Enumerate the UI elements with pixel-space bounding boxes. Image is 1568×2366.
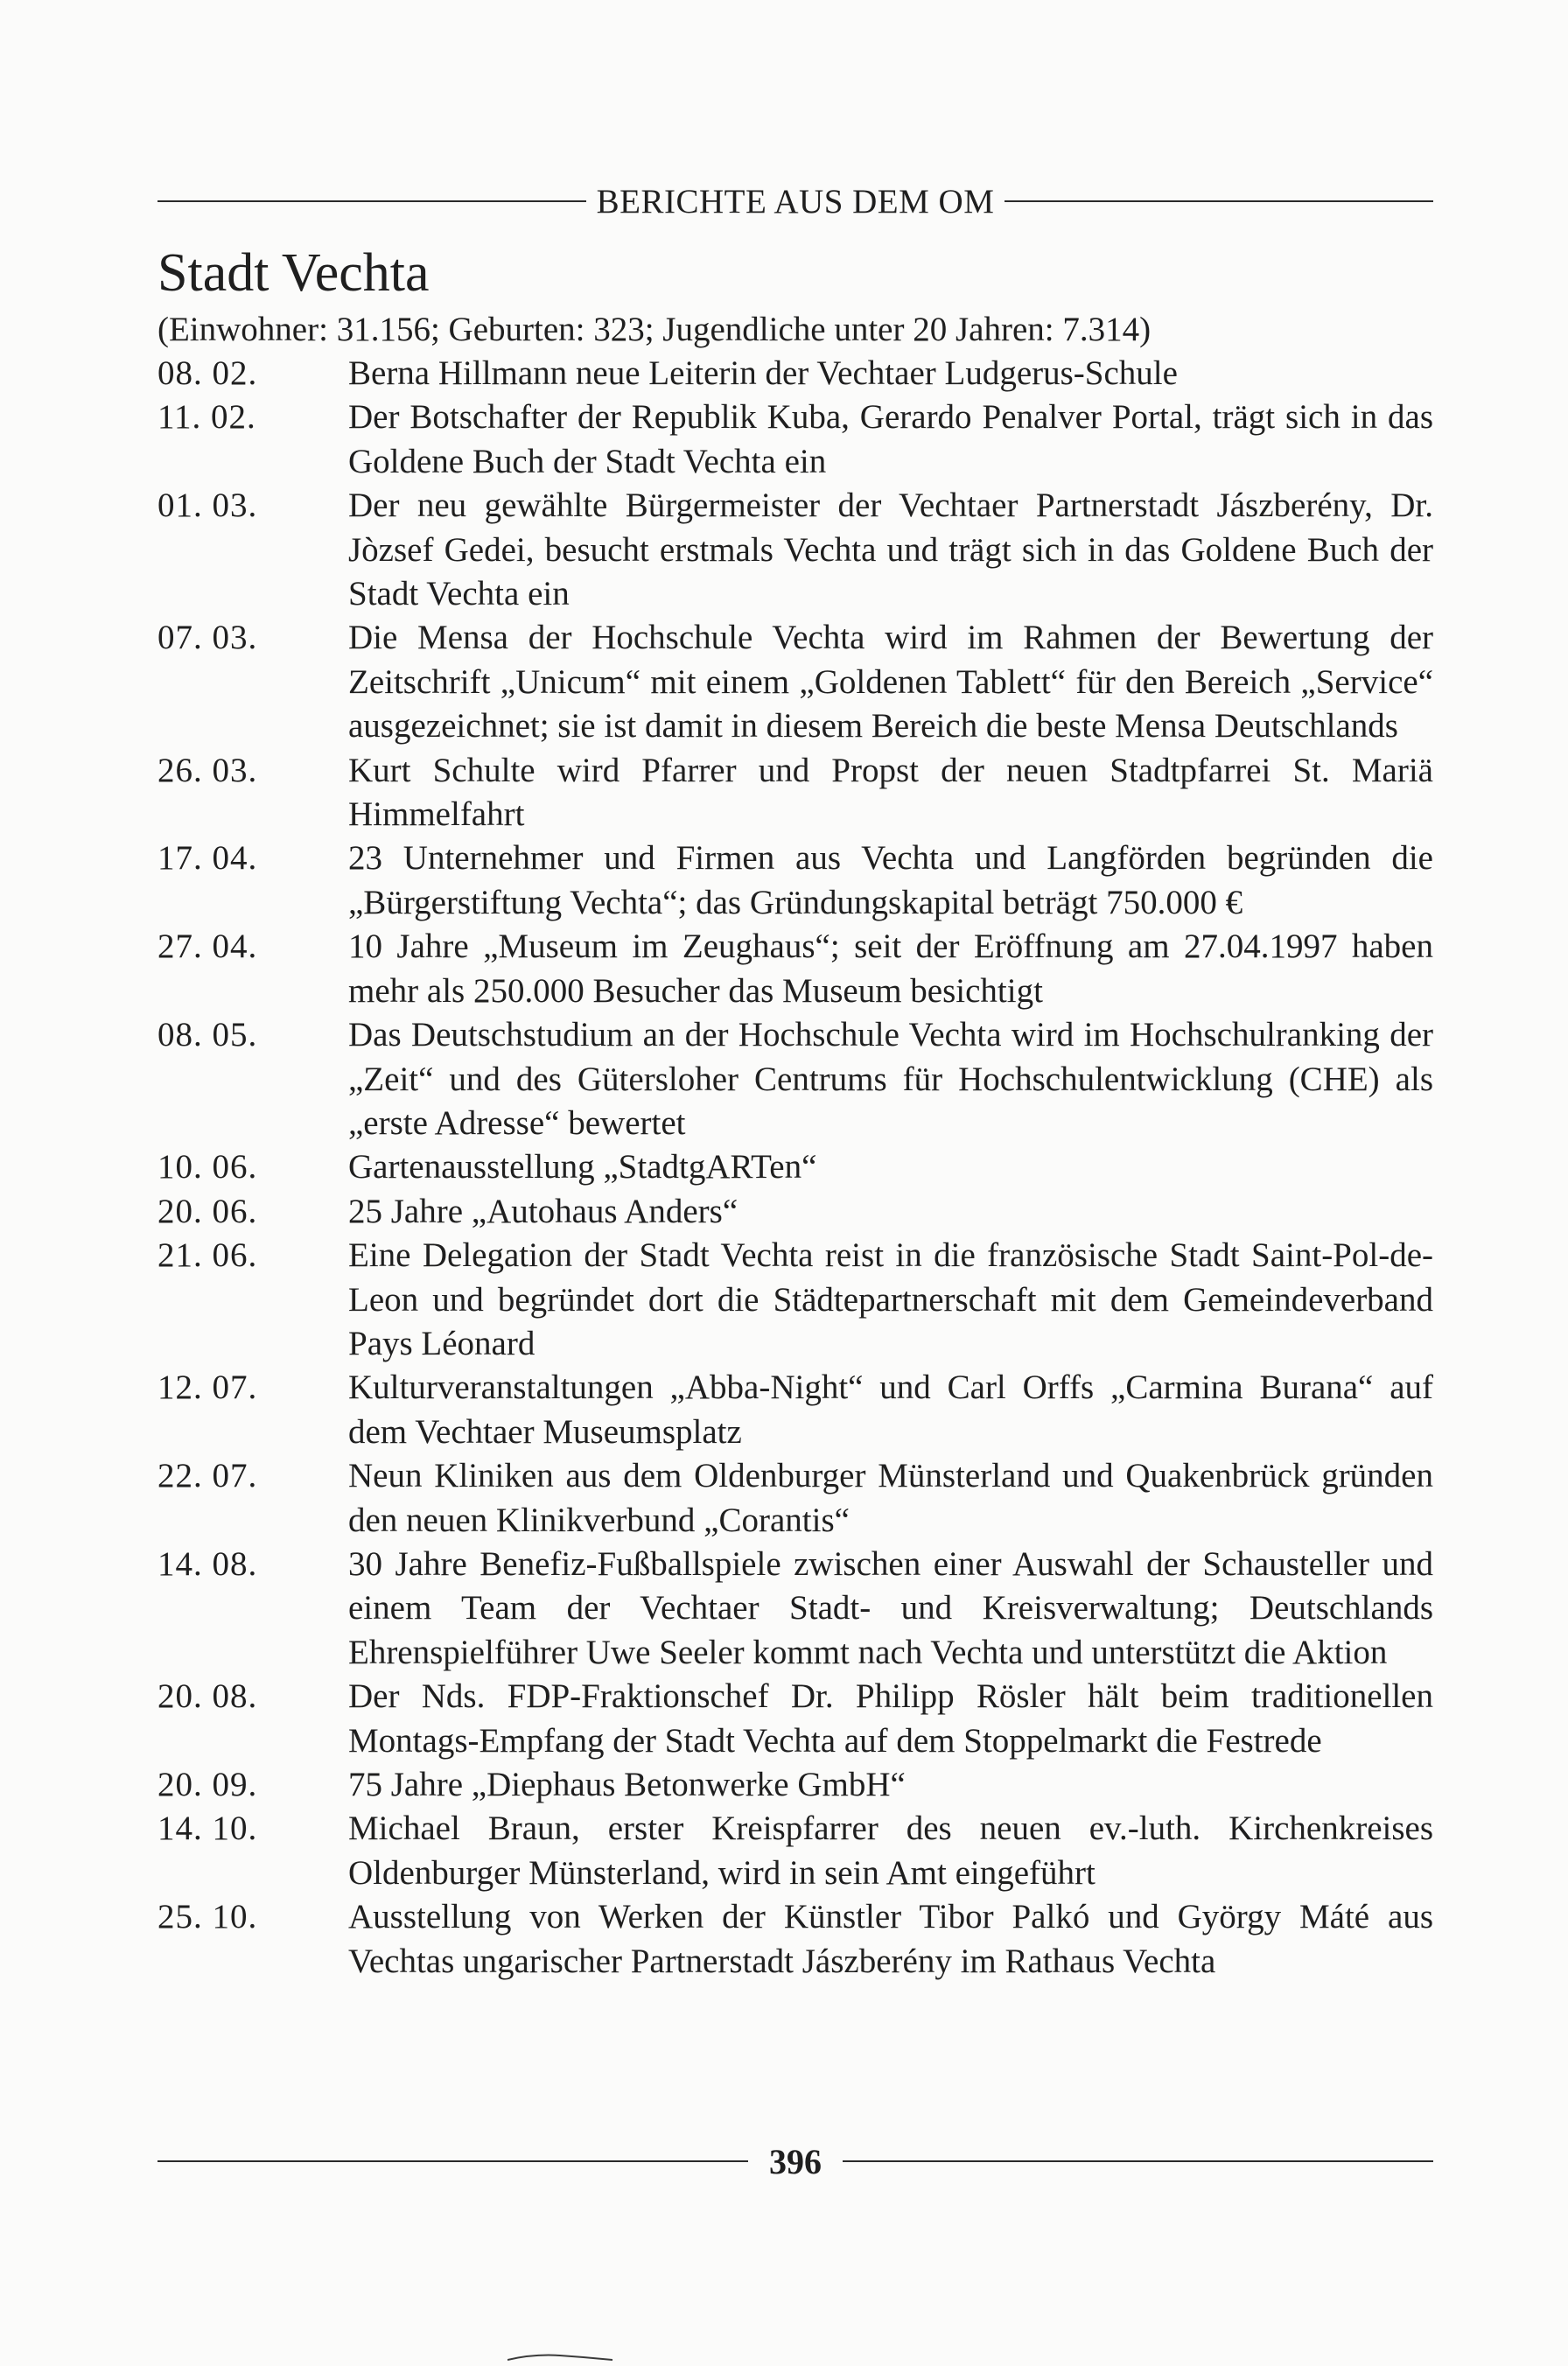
entry-date: 01. 03. <box>158 486 258 525</box>
entry-text: 10 Jahre „Museum im Zeughaus“; seit der Eröffnung am 27.04.1997 haben mehr als 250.000 Besucher das Museum besichtigt <box>348 928 1433 1010</box>
chronicle-entry <box>158 1543 1433 1675</box>
entry-text: 30 Jahre Benefiz-Fußballspiele zwischen einer Auswahl der Schausteller und einem Team der Vechtaer Stadt- und Kreisverwaltung; Deutschlands Ehrenspielführer Uwe Seeler kommt nach Vechta und unterstützt die Aktion <box>348 1544 1433 1671</box>
entry-text: 75 Jahre „Diephaus Betonwerke GmbH“ <box>348 1766 906 1803</box>
entry-text: Kurt Schulte wird Pfarrer und Propst der neuen Stadtpfarrei St. Mariä Himmelfahrt <box>348 751 1433 834</box>
entry-text: Michael Braun, erster Kreispfarrer des neuen ev.-luth. Kirchenkreises Oldenburger Münsterland, wird in sein Amt eingeführt <box>348 1810 1433 1892</box>
chronicle-entry <box>158 1454 1433 1543</box>
chronicle-entry <box>158 616 1433 748</box>
entry-text: Kulturveranstaltungen „Abba-Night“ und Carl Orffs „Carmina Burana“ auf dem Vechtaer Museumsplatz <box>348 1368 1433 1451</box>
chronicle-entry <box>158 836 1433 925</box>
chronicle-entry <box>158 1234 1433 1366</box>
chronicle-entry <box>158 1675 1433 1763</box>
entry-date: 25. 10. <box>158 1898 258 1936</box>
entry-text: Ausstellung von Werken der Künstler Tibor Palkó und György Máté aus Vechtas ungarischer Partnerstadt Jászberény im Rathaus Vechta <box>348 1898 1433 1980</box>
chronicle-entry <box>158 396 1433 484</box>
footer-rule-right <box>843 2160 1433 2162</box>
entry-date: 08. 05. <box>158 1016 258 1054</box>
entry-text: Der Nds. FDP-Fraktionschef Dr. Philipp Rösler hält beim traditionellen Montags-Empfang der Stadt Vechta auf dem Stoppelmarkt die Festrede <box>348 1677 1433 1760</box>
entry-date: 27. 04. <box>158 928 258 966</box>
section-title: Stadt Vechta <box>158 243 430 303</box>
entry-date: 21. 06. <box>158 1236 258 1275</box>
entry-text: 25 Jahre „Autohaus Anders“ <box>348 1192 738 1230</box>
entry-text: Der neu gewählte Bürgermeister der Vechtaer Partnerstadt Jászberény, Dr. Jòzsef Gedei, besucht erstmals Vechta und trägt sich in das Goldene Buch der Stadt Vechta ein <box>348 486 1433 613</box>
entry-date: 08. 02. <box>158 354 258 392</box>
page-number: 396 <box>769 2141 822 2181</box>
chronicle-list <box>158 352 1433 1984</box>
chronicle-entry <box>158 1763 1433 1807</box>
entry-date: 14. 10. <box>158 1810 258 1848</box>
chronicle-entry <box>158 749 1433 837</box>
entry-date: 17. 04. <box>158 839 258 878</box>
entry-text: Das Deutschstudium an der Hochschule Vechta wird im Hochschulranking der „Zeit“ und des Gütersloher Centrums für Hochschulentwicklung (CHE) als „erste Adresse“ bewertet <box>348 1016 1433 1142</box>
chronicle-entry <box>158 352 1433 396</box>
entry-date: 20. 09. <box>158 1766 258 1803</box>
page-footer <box>158 2135 1433 2188</box>
entry-date: 14. 08. <box>158 1544 258 1583</box>
entry-text: Gartenausstellung „StadtgARTen“ <box>348 1148 817 1186</box>
entry-text: Die Mensa der Hochschule Vechta wird im Rahmen der Bewertung der Zeitschrift „Unicum“ mit einem „Goldenen Tablett“ für den Bereich „Service“ ausgezeichnet; sie ist damit in diesem Bereich die beste Mensa Deutschlands <box>348 619 1433 746</box>
running-header <box>158 175 1433 228</box>
entry-text: Berna Hillmann neue Leiterin der Vechtaer Ludgerus-Schule <box>348 354 1178 392</box>
header-rule-left <box>158 200 586 202</box>
entry-date: 07. 03. <box>158 619 258 657</box>
entry-date: 12. 07. <box>158 1368 258 1407</box>
header-rule-right <box>1004 200 1433 202</box>
entry-date: 10. 06. <box>158 1148 258 1186</box>
entry-text: Neun Kliniken aus dem Oldenburger Münsterland und Quakenbrück gründen den neuen Klinikverbund „Corantis“ <box>348 1457 1433 1539</box>
entry-text: 23 Unternehmer und Firmen aus Vechta und Langförden begründen die „Bürgerstiftung Vechta“; das Gründungskapital beträgt 750.000 € <box>348 839 1433 921</box>
entry-text: Eine Delegation der Stadt Vechta reist in die französische Stadt Saint-Pol-de-Leon und begründet dort die Städtepartnerschaft mit dem Gemeindeverband Pays Léonard <box>348 1236 1433 1362</box>
chronicle-entry <box>158 1013 1433 1145</box>
scan-artifact <box>508 2352 612 2361</box>
entry-date: 20. 06. <box>158 1192 258 1230</box>
chronicle-entry <box>158 1366 1433 1454</box>
chronicle-entry <box>158 1807 1433 1895</box>
entry-date: 11. 02. <box>158 398 256 437</box>
running-title: BERICHTE AUS DEM OM <box>596 182 995 220</box>
chronicle-entry <box>158 925 1433 1013</box>
entry-text: Der Botschafter der Republik Kuba, Gerardo Penalver Portal, trägt sich in das Goldene Buch der Stadt Vechta ein <box>348 398 1433 480</box>
chronicle-entry <box>158 484 1433 616</box>
chronicle-entry <box>158 1145 1433 1189</box>
population-stats: (Einwohner: 31.156; Geburten: 323; Jugendliche unter 20 Jahren: 7.314) <box>158 311 1152 348</box>
chronicle-entry <box>158 1895 1433 1984</box>
entry-date: 20. 08. <box>158 1677 258 1716</box>
footer-rule-left <box>158 2160 748 2162</box>
entry-date: 26. 03. <box>158 751 258 789</box>
entry-date: 22. 07. <box>158 1457 258 1495</box>
chronicle-entry <box>158 1190 1433 1234</box>
